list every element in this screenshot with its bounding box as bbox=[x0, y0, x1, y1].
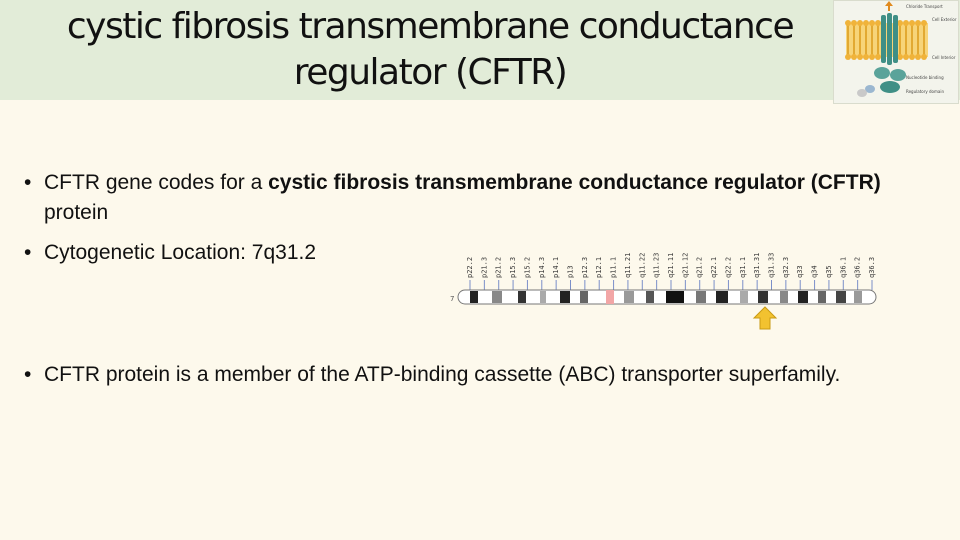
bullet-text: CFTR protein is a member of the ATP-binding cassette (ABC) transporter superfamily. bbox=[44, 363, 841, 386]
band-label: q22.2 bbox=[724, 256, 733, 278]
band-label: q36.2 bbox=[853, 256, 862, 278]
bullet-dot: • bbox=[24, 363, 32, 386]
band-label: p15.3 bbox=[509, 256, 518, 278]
bullet-text-suffix: protein bbox=[44, 201, 109, 224]
thumb-label-4: Nucleotide binding bbox=[906, 75, 944, 80]
band-label: q35 bbox=[824, 265, 833, 278]
band-label: q32.3 bbox=[781, 256, 790, 278]
band-label: q11.21 bbox=[623, 252, 632, 278]
thumb-label-3: Cell Interior bbox=[932, 55, 956, 60]
chromosome-band bbox=[854, 291, 862, 303]
band-label: p13 bbox=[566, 265, 575, 278]
chloride-arrow-icon bbox=[885, 1, 893, 11]
chromosome-band bbox=[666, 291, 684, 303]
chromosome-band bbox=[624, 291, 634, 303]
band-label: q21.12 bbox=[681, 252, 690, 278]
cftr-protein-diagram bbox=[833, 0, 959, 104]
thumb-label-2: Cell Exterior bbox=[932, 17, 957, 22]
chromosome-band bbox=[540, 291, 546, 303]
band-label: p21.3 bbox=[480, 256, 489, 278]
bullet-text: CFTR gene codes for a bbox=[44, 171, 269, 194]
band-label: q31.1 bbox=[738, 256, 747, 278]
location-marker-arrow-icon bbox=[754, 307, 776, 329]
band-label: p22.2 bbox=[466, 256, 474, 278]
band-label: q36.1 bbox=[839, 256, 848, 278]
chromosome-band bbox=[492, 291, 502, 303]
chromosome-band bbox=[780, 291, 788, 303]
band-label: q11.23 bbox=[652, 252, 661, 278]
chromosome-band bbox=[470, 291, 478, 303]
bullet-dot: • bbox=[24, 241, 32, 264]
chromosome-band bbox=[740, 291, 748, 303]
band-label: q22.1 bbox=[710, 256, 719, 278]
bullet-bold-text: cystic fibrosis transmembrane conductance regulator (CFTR) bbox=[268, 171, 881, 194]
bullet-item bbox=[24, 168, 929, 228]
chromosome-band bbox=[818, 291, 826, 303]
bullet-item bbox=[24, 360, 949, 390]
band-label: p15.2 bbox=[523, 256, 532, 278]
slide-title bbox=[30, 4, 830, 96]
title-line-2: regulator (CFTR) bbox=[293, 52, 567, 93]
chromosome-band bbox=[580, 291, 588, 303]
chromosome-band bbox=[518, 291, 526, 303]
channel-helices bbox=[881, 13, 898, 65]
chromosome-band bbox=[560, 291, 570, 303]
nucleotide-binding-domains bbox=[857, 67, 906, 97]
thumb-label-5: Regulatory domain bbox=[906, 89, 944, 94]
band-label: q36.3 bbox=[868, 256, 876, 278]
band-label: p12.1 bbox=[595, 256, 604, 278]
chromosome-band bbox=[836, 291, 846, 303]
chromosome-band bbox=[696, 291, 706, 303]
band-label: q11.22 bbox=[638, 252, 647, 278]
title-line-1: cystic fibrosis transmembrane conductance bbox=[66, 6, 794, 47]
chromosome-ideogram bbox=[440, 238, 880, 338]
band-label: p12.3 bbox=[580, 256, 589, 278]
band-label: p14.3 bbox=[537, 256, 546, 278]
chromosome-band bbox=[758, 291, 768, 303]
chromosome-band bbox=[716, 291, 728, 303]
bullet-text: Cytogenetic Location: 7q31.2 bbox=[44, 241, 317, 264]
chromosome-band bbox=[798, 291, 808, 303]
band-label: p21.2 bbox=[494, 256, 503, 278]
band-label: q21.2 bbox=[695, 256, 704, 278]
band-label: q31.33 bbox=[767, 252, 776, 278]
chromosome-body bbox=[458, 290, 876, 304]
band-label: q31.31 bbox=[753, 252, 762, 278]
band-label: p11.1 bbox=[609, 256, 618, 278]
bullet-dot: • bbox=[24, 171, 32, 194]
band-label: q33 bbox=[796, 265, 805, 278]
band-label: p14.1 bbox=[552, 256, 561, 278]
chromosome-label: 7 bbox=[450, 295, 455, 303]
chromosome-band bbox=[646, 291, 654, 303]
band-label: q34 bbox=[810, 265, 819, 278]
membrane-lipids bbox=[845, 20, 928, 60]
band-label: q21.11 bbox=[667, 252, 675, 278]
thumb-label-1: Chloride Transport bbox=[906, 4, 943, 9]
